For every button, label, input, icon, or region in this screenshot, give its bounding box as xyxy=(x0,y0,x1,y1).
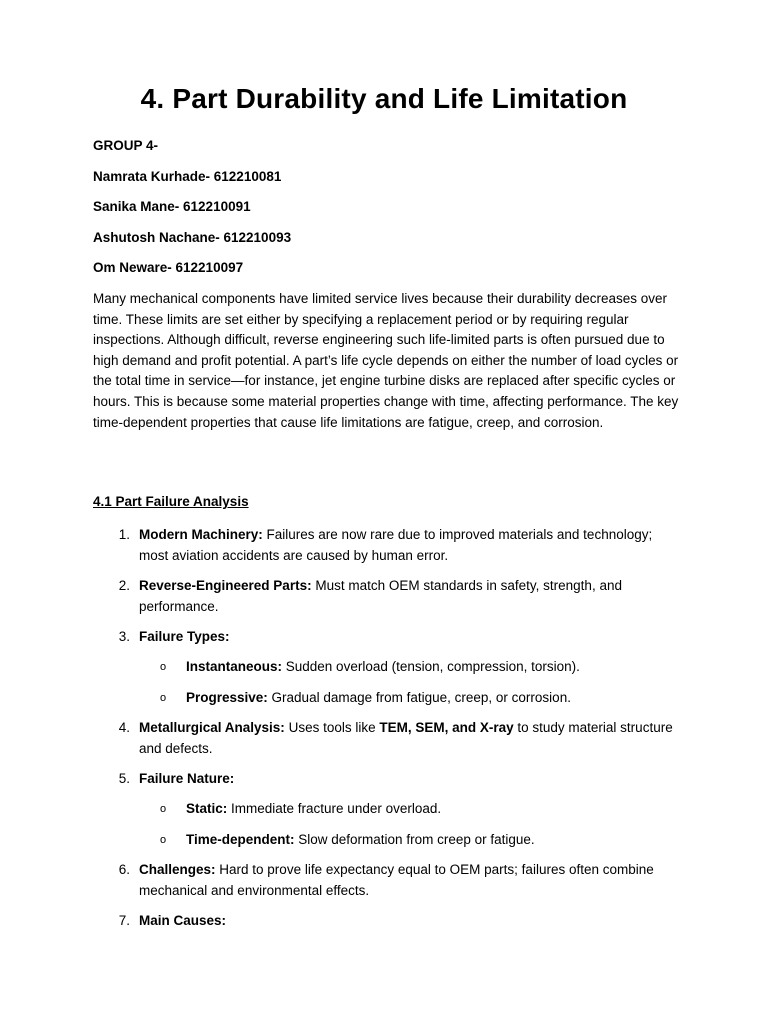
bullet-icon: o xyxy=(160,692,167,704)
member-3: Ashutosh Nachane- 612210093 xyxy=(93,230,292,245)
list-item-body xyxy=(139,627,679,648)
section-heading: 4.1 Part Failure Analysis xyxy=(93,494,249,509)
member-2: Sanika Mane- 612210091 xyxy=(93,199,251,214)
list-item-number: 2. xyxy=(118,578,130,593)
list-item-body xyxy=(139,860,679,901)
sub-list-item-body xyxy=(186,688,686,709)
list-item-body xyxy=(139,911,679,932)
list-item-number: 4. xyxy=(118,720,130,735)
group-label: GROUP 4- xyxy=(93,138,159,153)
list-item-text: Failures are now rare due to improved materials and technology; most aviation accidents are caused by human error. xyxy=(139,527,653,563)
sub-list-item-label: Static: xyxy=(186,801,228,816)
sub-list-item-text: Gradual damage from fatigue, creep, or corrosion. xyxy=(267,690,571,705)
list-item-number: 1. xyxy=(118,527,130,542)
list-item-label: Failure Nature: xyxy=(139,771,235,786)
sub-list-item-body xyxy=(186,830,686,851)
sub-list-item-label: Progressive: xyxy=(186,690,268,705)
list-item-label: Failure Types: xyxy=(139,629,230,644)
list-item-text: Must match OEM standards in safety, strength, and performance. xyxy=(139,578,622,614)
sub-list-item-body xyxy=(186,657,686,678)
list-item-text-after: to study material structure and defects. xyxy=(139,720,673,756)
sub-list-item-text: Slow deformation from creep or fatigue. xyxy=(294,832,535,847)
list-item-label: Metallurgical Analysis: xyxy=(139,720,285,735)
bullet-icon: o xyxy=(160,834,167,846)
intro-paragraph: Many mechanical components have limited service lives because their durability decreases over time. These limits are set either by specifying a replacement period or by requiring regular inspections. Although difficult, reverse engineering such life-limited parts is often pursued due to high demand and profit potential. A part’s life cycle depends on either the number of load cycles or the total time in service—for instance, jet engine turbine disks are replaced after specific cycles or hours. This is because some material properties change with time, affecting performance. The key time-dependent properties that cause life limitations are fatigue, creep, and corrosion. xyxy=(93,291,679,430)
bullet-icon: o xyxy=(160,803,167,815)
member-1: Namrata Kurhade- 612210081 xyxy=(93,169,282,184)
sub-list-item-label: Instantaneous: xyxy=(186,659,283,674)
list-item-text: Hard to prove life expectancy equal to OEM parts; failures often combine mechanical and environmental effects. xyxy=(139,862,654,898)
list-item-number: 3. xyxy=(118,629,130,644)
list-item-number: 5. xyxy=(118,771,130,786)
bullet-icon: o xyxy=(160,661,167,673)
list-item-body xyxy=(139,718,679,759)
list-item-text-before: Uses tools like xyxy=(284,720,380,735)
list-item-number: 7. xyxy=(118,913,130,928)
sub-list-item-text: Sudden overload (tension, compression, torsion). xyxy=(282,659,580,674)
sub-list-item-label: Time-dependent: xyxy=(186,832,295,847)
member-4: Om Neware- 612210097 xyxy=(93,260,244,275)
list-item-label: Modern Machinery: xyxy=(139,527,263,542)
list-item-label: Challenges: xyxy=(139,862,216,877)
list-item-tools: TEM, SEM, and X-ray xyxy=(379,720,514,735)
list-item-number: 6. xyxy=(118,862,130,877)
list-item-body xyxy=(139,769,679,790)
page-title: 4. Part Durability and Life Limitation xyxy=(140,83,628,114)
sub-list-item-text: Immediate fracture under overload. xyxy=(227,801,442,816)
list-item-label: Main Causes: xyxy=(139,913,227,928)
list-item-label: Reverse-Engineered Parts: xyxy=(139,578,312,593)
list-item-body xyxy=(139,525,679,566)
sub-list-item-body xyxy=(186,799,686,820)
list-item-body xyxy=(139,576,679,617)
